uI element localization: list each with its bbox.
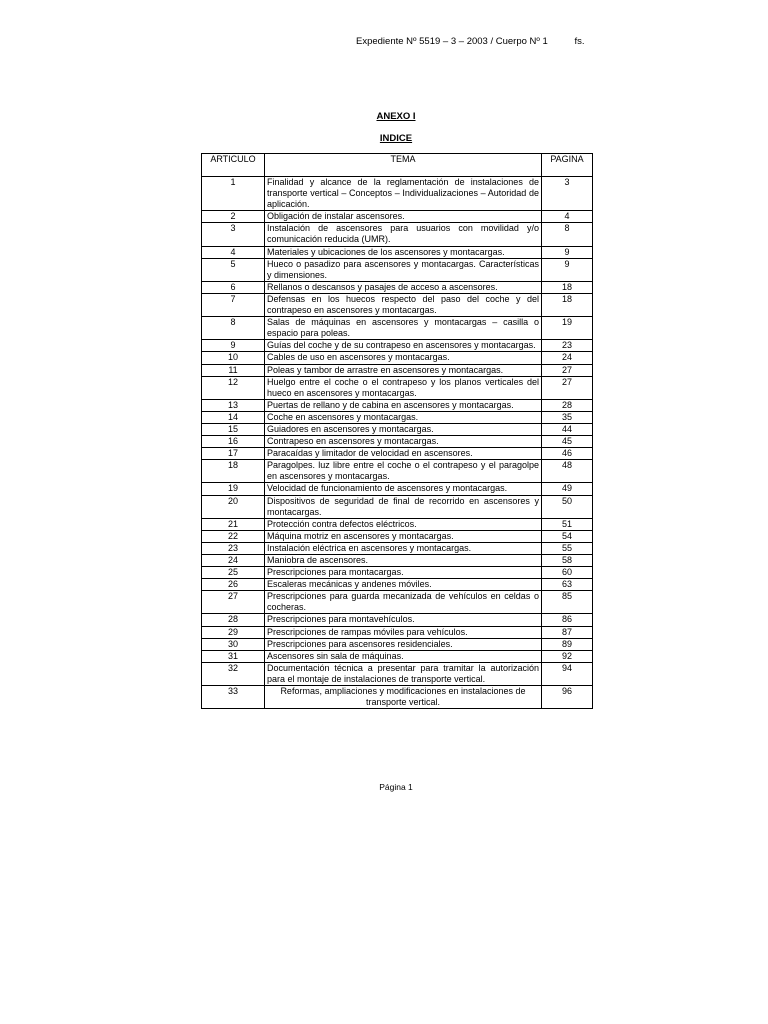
page-number: 94 xyxy=(542,662,593,685)
article-number: 15 xyxy=(202,423,265,435)
page-number: 86 xyxy=(542,614,593,626)
article-topic: Hueco o pasadizo para ascensores y montacargas. Características y dimensiones. xyxy=(265,258,542,281)
table-row xyxy=(202,340,593,352)
table-row xyxy=(202,223,593,246)
page-number: 18 xyxy=(542,281,593,293)
page-number: 27 xyxy=(542,364,593,376)
article-number: 27 xyxy=(202,591,265,614)
table-row xyxy=(202,530,593,542)
article-topic: Prescripciones para guarda mecanizada de vehículos en celdas o cocheras. xyxy=(265,591,542,614)
table-row xyxy=(202,518,593,530)
table-row xyxy=(202,411,593,423)
page-number: 60 xyxy=(542,567,593,579)
table-row xyxy=(202,567,593,579)
page-number: 54 xyxy=(542,530,593,542)
page-number: 9 xyxy=(542,258,593,281)
page-number: 44 xyxy=(542,423,593,435)
page-number: 27 xyxy=(542,376,593,399)
page-number: 3 xyxy=(542,177,593,211)
table-row xyxy=(202,423,593,435)
table-row xyxy=(202,495,593,518)
article-topic: Prescripciones de rampas móviles para vehículos. xyxy=(265,626,542,638)
table-row xyxy=(202,376,593,399)
article-number: 24 xyxy=(202,555,265,567)
page-number: 87 xyxy=(542,626,593,638)
page-number: 9 xyxy=(542,246,593,258)
article-number: 25 xyxy=(202,567,265,579)
article-number: 6 xyxy=(202,281,265,293)
page-number: 58 xyxy=(542,555,593,567)
table-header-row xyxy=(202,154,593,177)
article-number: 3 xyxy=(202,223,265,246)
article-topic: Guiadores en ascensores y montacargas. xyxy=(265,423,542,435)
page-number: 4 xyxy=(542,211,593,223)
page-number: 92 xyxy=(542,650,593,662)
article-topic: Guías del coche y de su contrapeso en ascensores y montacargas. xyxy=(265,340,542,352)
article-topic: Materiales y ubicaciones de los ascensores y montacargas. xyxy=(265,246,542,258)
article-topic: Maniobra de ascensores. xyxy=(265,555,542,567)
page-number: 96 xyxy=(542,686,593,709)
table-row xyxy=(202,448,593,460)
article-topic: Puertas de rellano y de cabina en ascensores y montacargas. xyxy=(265,399,542,411)
article-number: 22 xyxy=(202,530,265,542)
page-number: 89 xyxy=(542,638,593,650)
page-number: 35 xyxy=(542,411,593,423)
article-topic: Dispositivos de seguridad de final de recorrido en ascensores y montacargas. xyxy=(265,495,542,518)
header-articulo: ARTICULO xyxy=(202,154,265,177)
article-number: 8 xyxy=(202,317,265,340)
article-number: 1 xyxy=(202,177,265,211)
index-title: INDICE xyxy=(379,133,413,144)
article-number: 16 xyxy=(202,436,265,448)
expediente-text: Expediente Nº 5519 – 3 – 2003 / Cuerpo Nº 1 xyxy=(356,36,548,47)
page-header xyxy=(356,36,584,47)
article-topic: Prescripciones para montavehículos. xyxy=(265,614,542,626)
article-number: 23 xyxy=(202,542,265,554)
table-row xyxy=(202,483,593,495)
table-row xyxy=(202,555,593,567)
table-row xyxy=(202,177,593,211)
table-row xyxy=(202,258,593,281)
article-topic: Documentación técnica a presentar para tramitar la autorización para el montaje de instalaciones de transporte vertical. xyxy=(265,662,542,685)
page-number: 55 xyxy=(542,542,593,554)
article-number: 30 xyxy=(202,638,265,650)
article-number: 13 xyxy=(202,399,265,411)
index-table xyxy=(201,153,593,709)
page-number: 51 xyxy=(542,518,593,530)
table-row xyxy=(202,542,593,554)
article-number: 14 xyxy=(202,411,265,423)
page-number: 8 xyxy=(542,223,593,246)
table-row xyxy=(202,460,593,483)
article-topic: Salas de máquinas en ascensores y montacargas – casilla o espacio para poleas. xyxy=(265,317,542,340)
page-number: 85 xyxy=(542,591,593,614)
article-number: 11 xyxy=(202,364,265,376)
article-number: 9 xyxy=(202,340,265,352)
table-row xyxy=(202,281,593,293)
article-topic: Máquina motriz en ascensores y montacargas. xyxy=(265,530,542,542)
page-number: 28 xyxy=(542,399,593,411)
table-row xyxy=(202,579,593,591)
article-number: 5 xyxy=(202,258,265,281)
article-number: 31 xyxy=(202,650,265,662)
article-number: 33 xyxy=(202,686,265,709)
article-topic: Finalidad y alcance de la reglamentación de instalaciones de transporte vertical – Conceptos – Individualizaciones – Autoridad de aplicación. xyxy=(265,177,542,211)
page-number: 19 xyxy=(542,317,593,340)
article-number: 17 xyxy=(202,448,265,460)
table-row xyxy=(202,293,593,316)
article-topic: Rellanos o descansos y pasajes de acceso a ascensores. xyxy=(265,281,542,293)
article-topic: Reformas, ampliaciones y modificaciones en instalaciones de transporte vertical. xyxy=(265,686,542,709)
page-number: 23 xyxy=(542,340,593,352)
article-topic: Instalación de ascensores para usuarios con movilidad y/o comunicación reducida (UMR). xyxy=(265,223,542,246)
page-number: 63 xyxy=(542,579,593,591)
article-topic: Cables de uso en ascensores y montacargas. xyxy=(265,352,542,364)
page-number: 50 xyxy=(542,495,593,518)
article-number: 28 xyxy=(202,614,265,626)
table-row xyxy=(202,662,593,685)
page-number: 49 xyxy=(542,483,593,495)
article-number: 12 xyxy=(202,376,265,399)
table-row xyxy=(202,614,593,626)
fs-text: fs. xyxy=(574,36,585,47)
article-number: 10 xyxy=(202,352,265,364)
table-row xyxy=(202,399,593,411)
table-row xyxy=(202,364,593,376)
article-topic: Prescripciones para montacargas. xyxy=(265,567,542,579)
article-topic: Obligación de instalar ascensores. xyxy=(265,211,542,223)
page-number: 48 xyxy=(542,460,593,483)
article-number: 7 xyxy=(202,293,265,316)
article-number: 19 xyxy=(202,483,265,495)
article-number: 4 xyxy=(202,246,265,258)
page-number: 24 xyxy=(542,352,593,364)
table-row xyxy=(202,246,593,258)
page-number: 45 xyxy=(542,436,593,448)
article-topic: Escaleras mecánicas y andenes móviles. xyxy=(265,579,542,591)
article-number: 29 xyxy=(202,626,265,638)
table-row xyxy=(202,650,593,662)
article-topic: Defensas en los huecos respecto del paso del coche y del contrapeso en ascensores y montacargas. xyxy=(265,293,542,316)
article-topic: Paragolpes. luz libre entre el coche o el contrapeso y el paragolpe en ascensores y montacargas. xyxy=(265,460,542,483)
article-number: 32 xyxy=(202,662,265,685)
article-number: 20 xyxy=(202,495,265,518)
page-number: 18 xyxy=(542,293,593,316)
table-row xyxy=(202,317,593,340)
table-row xyxy=(202,626,593,638)
article-topic: Poleas y tambor de arrastre en ascensores y montacargas. xyxy=(265,364,542,376)
article-topic: Protección contra defectos eléctricos. xyxy=(265,518,542,530)
table-row xyxy=(202,638,593,650)
article-topic: Huelgo entre el coche o el contrapeso y los planos verticales del hueco en ascensores y montacargas. xyxy=(265,376,542,399)
article-number: 2 xyxy=(202,211,265,223)
article-topic: Ascensores sin sala de máquinas. xyxy=(265,650,542,662)
table-row xyxy=(202,352,593,364)
article-number: 26 xyxy=(202,579,265,591)
table-row xyxy=(202,686,593,709)
header-pagina: PAGINA xyxy=(542,154,593,177)
article-topic: Velocidad de funcionamiento de ascensores y montacargas. xyxy=(265,483,542,495)
article-topic: Paracaídas y limitador de velocidad en ascensores. xyxy=(265,448,542,460)
article-topic: Instalación eléctrica en ascensores y montacargas. xyxy=(265,542,542,554)
article-topic: Contrapeso en ascensores y montacargas. xyxy=(265,436,542,448)
article-topic: Prescripciones para ascensores residenciales. xyxy=(265,638,542,650)
annex-title: ANEXO I xyxy=(376,111,416,122)
page-number: 46 xyxy=(542,448,593,460)
table-row xyxy=(202,211,593,223)
article-number: 18 xyxy=(202,460,265,483)
article-number: 21 xyxy=(202,518,265,530)
table-row xyxy=(202,436,593,448)
page-footer: Página 1 xyxy=(379,782,413,792)
table-row xyxy=(202,591,593,614)
header-tema: TEMA xyxy=(265,154,542,177)
article-topic: Coche en ascensores y montacargas. xyxy=(265,411,542,423)
